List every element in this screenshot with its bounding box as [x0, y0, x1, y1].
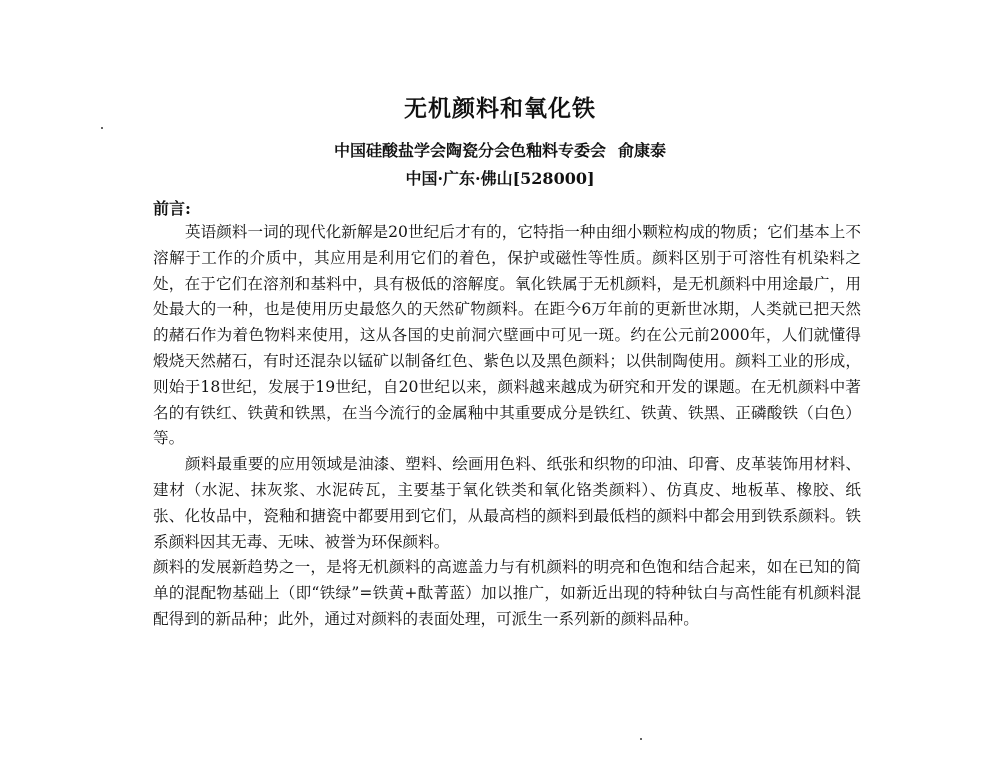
preface-heading: 前言:	[153, 199, 191, 218]
scan-speck	[640, 738, 642, 740]
document-title: 无机颜料和氧化铁	[404, 95, 596, 122]
author-organization: 中国硅酸盐学会陶瓷分会色釉料专委会	[333, 141, 606, 160]
scan-speck	[101, 127, 103, 129]
paragraph: 英语颜料一词的现代化新解是20世纪后才有的，它特指一种由细小颗粒构成的物质；它们基本上不溶解于工作的介质中，其应用是利用它们的着色，保护或磁性等性质。颜料区别于可溶性有机染料之处，在于它们在溶剂和基料中，具有极低的溶解度。氧化铁属于无机颜料，是无机颜料中用途最广，用处最大的一种，也是使用历史最悠久的天然矿物颜料。在距今6万年前的更新世冰期，人类就已把天然的赭石作为着色物料来使用，这从各国的史前洞穴壁画中可见一斑。约在公元前2000年，人们就懂得煅烧天然赭石，有时还混杂以锰矿以制备红色、紫色以及黑色颜料；以供制陶使用。颜料工业的形成，则始于18世纪，发展于19世纪，自20世纪以来，颜料越来越成为研究和开发的课题。在无机颜料中著名的有铁红、铁黄和铁黑，在当今流行的金属釉中其重要成分是铁红、铁黄、铁黑、正磷酸铁（白色）等。	[153, 223, 861, 448]
author-name: 俞康泰	[618, 141, 667, 160]
paragraph: 颜料的发展新趋势之一，是将无机颜料的高遮盖力与有机颜料的明亮和色饱和结合起来，如在已知的简单的混配物基础上（即“铁绿”=铁黄+酞菁蓝）加以推广，如新近出现的特种钛白与高性能有机颜料混配得到的新品种；此外，通过对颜料的表面处理，可派生一系列新的颜料品种。	[153, 558, 861, 628]
document-body	[153, 220, 861, 633]
author-line	[0, 138, 1000, 161]
author-location: 中国·广东·佛山[528000]	[405, 169, 595, 188]
paragraph: 颜料最重要的应用领域是油漆、塑料、绘画用色料、纸张和织物的印油、印膏、皮革装饰用材料、建材（水泥、抹灰浆、水泥砖瓦，主要基于氧化铁类和氧化铬类颜料）、仿真皮、地板革、橡胶、纸张、化妆品中，瓷釉和搪瓷中都要用到它们，从最高档的颜料到最低档的颜料中都会用到铁系颜料。铁系颜料因其无毒、无味、被誉为环保颜料。	[153, 455, 861, 551]
